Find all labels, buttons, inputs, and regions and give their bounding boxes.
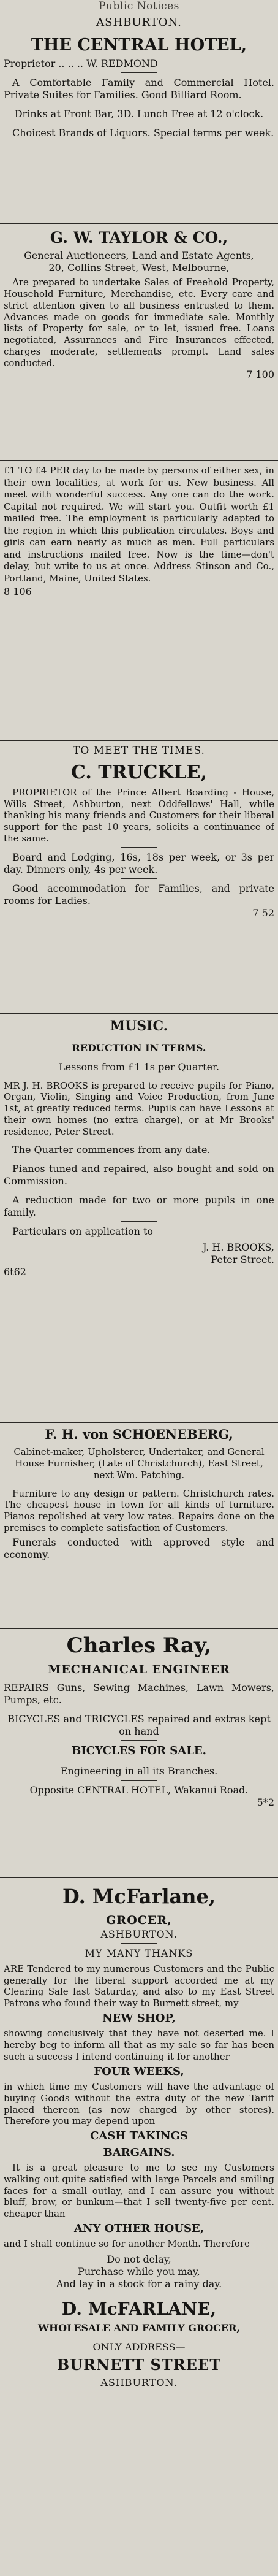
mcfarlane-burnett: BURNETT STREET	[56, 2356, 222, 2374]
truckle-accommodation: Good accommodation for Families, and private rooms for Ladies.	[4, 882, 274, 907]
mcfarlane-weeks: FOUR WEEKS,	[94, 2064, 184, 2078]
ray-subtitle: MECHANICAL ENGINEER	[48, 1662, 230, 1676]
ad-separator	[0, 1628, 278, 1629]
taylor-address: 20, Collins Street, West, Melbourne,	[48, 262, 230, 274]
hotel-proprietor: Proprietor .. .. .. W. REDMOND	[4, 58, 158, 70]
ad-separator	[0, 1422, 278, 1423]
mcfarlane-stock: and I shall continue so for another Month. Therefore	[4, 2238, 250, 2250]
ray-address: Opposite CENTRAL HOTEL, Wakanui Road.	[29, 1784, 249, 1796]
divider	[121, 1221, 157, 1222]
divider	[121, 1780, 157, 1781]
divider	[121, 1943, 157, 1944]
hotel-liquors: Choicest Brands of Liquors. Special terms per week.	[12, 127, 274, 139]
music-particulars: Particulars on application to	[12, 1225, 154, 1238]
ray-engineering: Engineering in all its Branches.	[60, 1765, 218, 1777]
truckle-ad	[4, 745, 274, 1008]
schoeneberg-body: Cabinet-maker, Upholsterer, Undertaker, and General House Furnisher, (Late of Christchurch), East Street, next Wm. Patching.	[13, 1446, 265, 1481]
mcfarlane-purchase: Purchase while you may,	[78, 2266, 200, 2277]
music-subtitle: REDUCTION IN TERMS.	[72, 1041, 206, 1054]
ray-sale: BICYCLES FOR SALE.	[72, 1744, 206, 1758]
music-street: Peter Street.	[211, 1254, 274, 1266]
ad-separator	[0, 1877, 278, 1878]
schoeneberg-ad	[4, 1427, 274, 1623]
hotel-drinks: Drinks at Front Bar, 3D. Lunch Free at 12 o'clock.	[14, 108, 264, 120]
central-hotel-ad	[4, 16, 274, 218]
music-signature: J. H. BROOKS,	[203, 1241, 274, 1254]
mcfarlane-title2: D. McFARLANE,	[61, 2299, 217, 2319]
ray-bicycles: BICYCLES and TRICYCLES repaired and extras kept on hand	[7, 1713, 271, 1738]
ray-title: Charles Ray,	[66, 1633, 212, 1658]
mcfarlane-delay: Do not delay,	[107, 2253, 171, 2265]
ray-ad	[4, 1633, 274, 1872]
music-lessons: Lessons from £1 1s per Quarter.	[58, 1060, 220, 1073]
schoeneberg-title: F. H. von SCHOENEBERG,	[45, 1427, 233, 1442]
mcfarlane-wholesale: WHOLESALE AND FAMILY GROCER,	[38, 2322, 240, 2334]
music-title: MUSIC.	[110, 1018, 168, 1034]
mcfarlane-grocer: GROCER,	[106, 1914, 172, 1927]
mcfarlane-rainy: And lay in a stock for a rainy day.	[56, 2278, 222, 2290]
mcfarlane-bargains: BARGAINS.	[103, 2145, 175, 2159]
truckle-terms: Board and Lodging, 16s, 18s per week, or 3s per day. Dinners only, 4s per week.	[4, 851, 274, 875]
mcfarlane-town2: ASHBURTON.	[100, 2377, 178, 2388]
hotel-town: ASHBURTON.	[96, 16, 182, 29]
music-code: 6t62	[4, 1266, 26, 1278]
taylor-code: 7 100	[246, 369, 274, 381]
mcfarlane-ad	[4, 1884, 274, 2571]
divider	[121, 878, 157, 879]
truckle-body: PROPRIETOR of the Prince Albert Boarding - House, Wills Street, Ashburton, next Oddfellows' Hall, while thanking his many friends and Customers for their liberal support for the past 10 years, solicits a continuance of the same.	[4, 786, 274, 844]
mcfarlane-thanks: MY MANY THANKS	[85, 1947, 193, 1959]
mcfarlane-title: D. McFarlane,	[62, 1885, 216, 1908]
mcfarlane-purchasers: in which time my Customers will have the advantage of buying Goods without the extra duty of the new Tariff placed thereon (as now charged by other stores). Therefore you may depend upon	[4, 2081, 274, 2127]
music-quarter: The Quarter commences from any date.	[12, 1144, 211, 1156]
truckle-tagline: TO MEET THE TIMES.	[73, 745, 205, 757]
stinson-ad	[4, 465, 274, 735]
music-reduction: A reduction made for two or more pupils in one family.	[4, 1194, 274, 1219]
taylor-body: Are prepared to undertake Sales of Freehold Property, Household Furniture, Merchandise, etc. Every care and strict attention given to all business entrusted to them. Advances made on goods for immediate sale. Monthly lists of Property for sale, or to let, issued free. Loans negotiated, Assurances and Fire Insurances effected, charges moderate, settlements prompt. Land sales conducted.	[4, 277, 274, 369]
mcfarlane-showing: showing conclusively that they have not deserted me. I hereby beg to inform all that as my sale so far has been such a success I intend continuing it for another	[4, 2028, 274, 2062]
taylor-ad	[4, 228, 274, 455]
music-pianos: Pianos tuned and repaired, also bought and sold on Commission.	[4, 1163, 274, 1187]
divider	[121, 1740, 157, 1741]
truckle-title: C. TRUCKLE,	[70, 762, 207, 784]
section-header: Public Notices	[99, 0, 179, 12]
schoeneberg-furniture: Furniture to any design or pattern. Christchurch rates. The cheapest house in town for all kinds of furniture. Pianos repolished at very low rates. Repairs done on the premises to complete satisfaction of Customers.	[4, 1487, 274, 1533]
divider	[121, 847, 157, 848]
mcfarlane-pleasure: It is a great pleasure to me to see my Customers walking out quite satisfied with large Parcels and smiling faces for a small outlay, and I can assure you without bluff, brow, or bunkum—that I sell twenty-five per cent. cheaper than	[4, 2162, 274, 2219]
ad-separator	[0, 1013, 278, 1014]
hotel-body: A Comfortable Family and Commercial Hotel. Private Suites for Families. Good Billiard Room.	[4, 77, 274, 101]
stinson-code: 8 106	[4, 586, 32, 597]
divider	[121, 72, 157, 73]
truckle-code: 7 52	[252, 907, 274, 919]
mcfarlane-cash: CASH TAKINGS	[90, 2129, 188, 2142]
music-body: MR J. H. BROOKS is prepared to receive pupils for Piano, Organ, Violin, Singing and Voice Production, from June 1st, at greatly reduced terms. Pupils can have Lessons at their own homes (no extra charge), or at Mr Brooks' residence, Peter Street.	[4, 1079, 274, 1137]
stinson-body: £1 TO £4 PER day to be made by persons of either sex, in their own localities, at work for us. New business. All meet with wonderful success. Any one can do the work. Capital not required. We will start you. Outfit worth £1 mailed free. The employment is particularly adapted to the region in which this publication circulates. Boys and girls can earn nearly as much as men. Full particulars and instructions mailed free. Now is the time—don't delay, but write to us at once. Address Stinson and Co., Portland, Maine, United States.	[4, 465, 274, 584]
ray-code: 5*2	[257, 1796, 274, 1808]
mcfarlane-new-shop: NEW SHOP,	[102, 2011, 176, 2025]
mcfarlane-only: ONLY ADDRESS—	[92, 2341, 186, 2353]
ad-separator	[0, 740, 278, 741]
schoeneberg-funerals: Funerals conducted with approved style and economy.	[4, 1536, 274, 1560]
ray-repairs: REPAIRS Guns, Sewing Machines, Lawn Mowers, Pumps, etc.	[4, 1682, 274, 1706]
ad-separator	[0, 460, 278, 461]
hotel-name: THE CENTRAL HOTEL,	[31, 35, 247, 55]
mcfarlane-any-other: ANY OTHER HOUSE,	[74, 2221, 204, 2235]
ad-separator	[0, 223, 278, 224]
mcfarlane-town: ASHBURTON.	[100, 1928, 178, 1940]
mcfarlane-body: ARE Tendered to my numerous Customers and the Public generally for the liberal support accorded me at my Clearing Sale last Saturday, and also to my East Street Patrons who found their way to Burnett street, my	[4, 1963, 274, 2009]
taylor-subtitle: General Auctioneers, Land and Estate Agents,	[24, 250, 254, 262]
taylor-title: G. W. TAYLOR & CO.,	[50, 229, 228, 247]
music-ad	[4, 1018, 274, 1417]
